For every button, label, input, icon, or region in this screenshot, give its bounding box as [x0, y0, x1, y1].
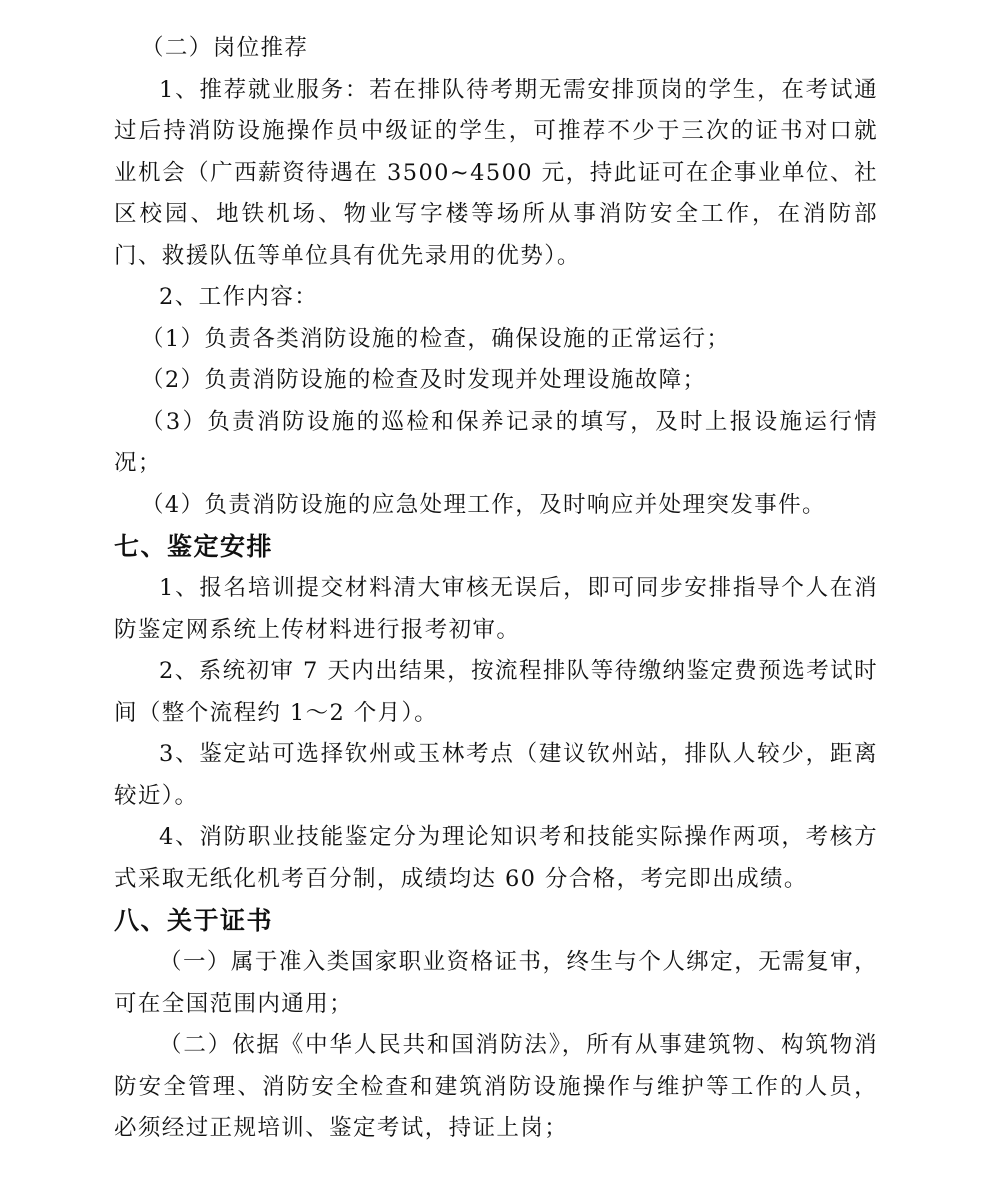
paragraph-employment-service: 1、推荐就业服务：若在排队待考期无需安排顶岗的学生，在考试通过后持消防设施操作员中级证的学生，可推荐不少于三次的证书对口就业机会（广西薪资待遇在 3500~4500 元，持此证可在企事业单位、社区校园、地铁机场、物业写字楼等场所从事消防安全工作，在消防部门、救援队伍等单位具有优先录用的优势）。 [114, 76, 878, 269]
appraisal-item-2: 2、系统初审 7 天内出结果，按流程排队等待缴纳鉴定费预选考试时间（整个流程约 1～2 个月）。 [114, 658, 878, 726]
appraisal-item-1: 1、报名培训提交材料清大审核无误后，即可同步安排指导个人在消防鉴定网系统上传材料进行报考初审。 [114, 575, 878, 643]
duty-item-2: （2）负责消防设施的检查及时发现并处理设施故障； [141, 367, 707, 393]
duty-item-1: （1）负责各类消防设施的检查，确保设施的正常运行； [141, 325, 731, 352]
duty-item-4: （4）负责消防设施的应急处理工作，及时响应并处理突发事件。 [141, 491, 826, 518]
appraisal-item-3: 3、鉴定站可选择钦州或玉林考点（建议钦州站，排队人较少，距离较近）。 [114, 741, 878, 809]
section-heading-appraisal-arrangement: 七、鉴定安排 [114, 532, 274, 561]
certificate-item-1: （一）属于准入类国家职业资格证书，终生与个人绑定，无需复审，可在全国范围内通用； [114, 949, 878, 1017]
certificate-item-2: （二）依据《中华人民共和国消防法》，所有从事建筑物、构筑物消防安全管理、消防安全检查和建筑消防设施操作与维护等工作的人员，必须经过正规培训、鉴定考试，持证上岗； [114, 1032, 878, 1141]
section-heading-about-certificate: 八、关于证书 [114, 906, 274, 935]
appraisal-item-4: 4、消防职业技能鉴定分为理论知识考和技能实际操作两项，考核方式采取无纸化机考百分制，成绩均达 60 分合格，考完即出成绩。 [114, 824, 878, 892]
paragraph-work-content-title: 2、工作内容： [159, 284, 319, 310]
duty-item-3: （3）负责消防设施的巡检和保养记录的填写，及时上报设施运行情况； [114, 408, 878, 476]
subsection-title-job-recommendation: （二）岗位推荐 [141, 35, 309, 61]
